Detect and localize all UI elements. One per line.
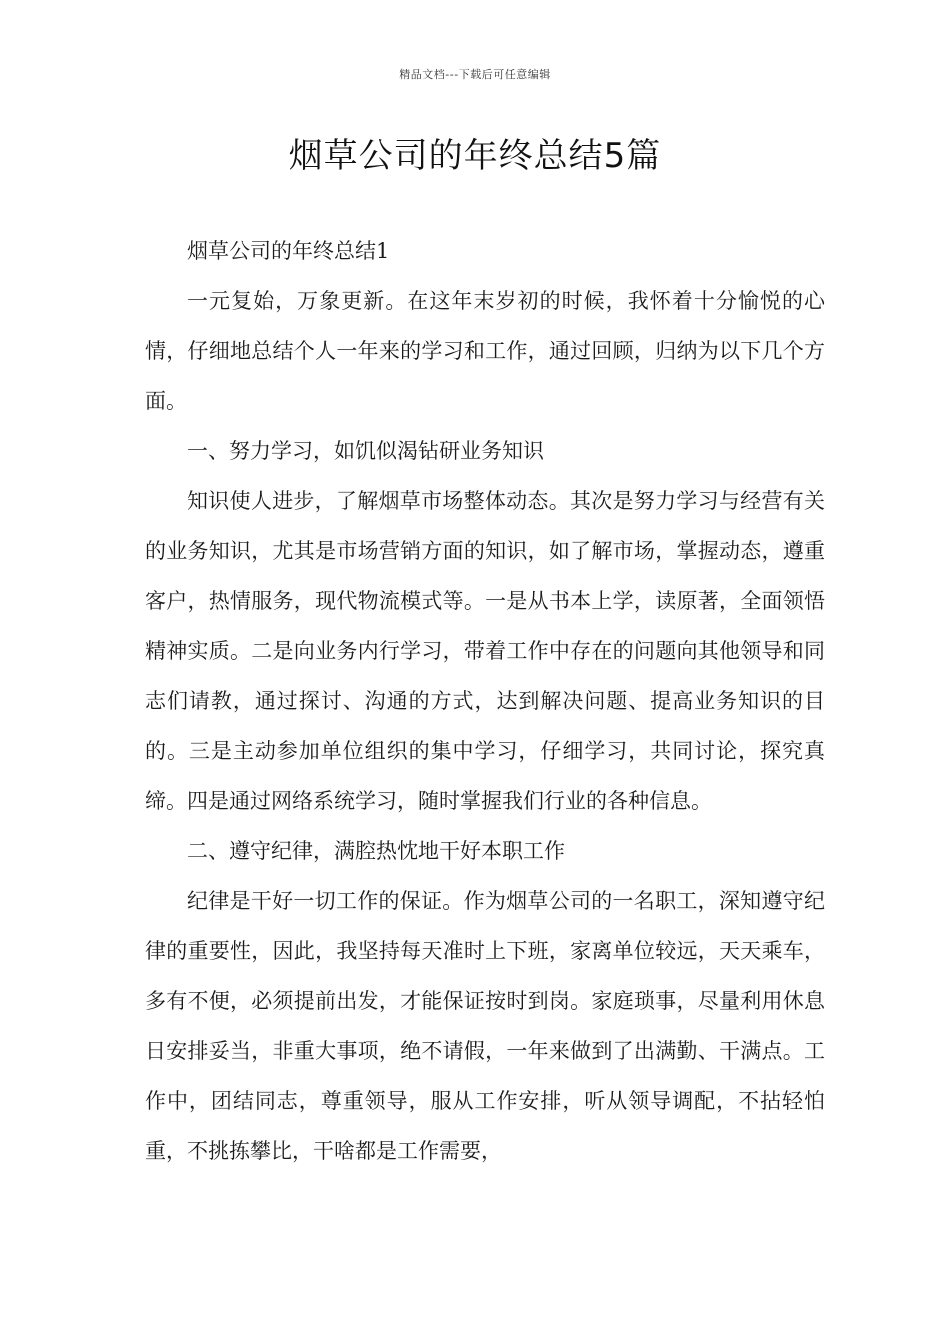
section-heading: 二、遵守纪律，满腔热忱地干好本职工作 xyxy=(187,839,565,863)
section-heading: 烟草公司的年终总结1 xyxy=(187,239,390,263)
body-paragraph: 一元复始，万象更新。在这年末岁初的时候，我怀着十分愉悦的心情，仔细地总结个人一年来的学习和工作，通过回顾，归纳为以下几个方面。 xyxy=(145,289,825,413)
section-heading: 一、努力学习，如饥似渴钻研业务知识 xyxy=(187,439,544,463)
header-note: 精品文档---下载后可任意编辑 xyxy=(399,68,551,81)
document-body xyxy=(145,226,825,1176)
body-paragraph: 知识使人进步，了解烟草市场整体动态。其次是努力学习与经营有关的业务知识，尤其是市场营销方面的知识，如了解市场，掌握动态，遵重客户，热情服务，现代物流模式等。一是从书本上学，读原著，全面领悟精神实质。二是向业务内行学习，带着工作中存在的问题向其他领导和同志们请教，通过探讨、沟通的方式，达到解决问题、提高业务知识的目的。三是主动参加单位组织的集中学习，仔细学习，共同讨论，探究真缔。四是通过网络系统学习，随时掌握我们行业的各种信息。 xyxy=(145,489,825,813)
document-title: 烟草公司的年终总结5篇 xyxy=(288,136,662,176)
body-paragraph: 纪律是干好一切工作的保证。作为烟草公司的一名职工，深知遵守纪律的重要性，因此，我坚持每天准时上下班，家离单位较远，天天乘车，多有不便，必须提前出发，才能保证按时到岗。家庭琐事，尽量利用休息日安排妥当，非重大事项，绝不请假，一年来做到了出满勤、干满点。工作中，团结同志，尊重领导，服从工作安排，听从领导调配，不拈轻怕重，不挑拣攀比，干啥都是工作需要， xyxy=(145,889,825,1163)
